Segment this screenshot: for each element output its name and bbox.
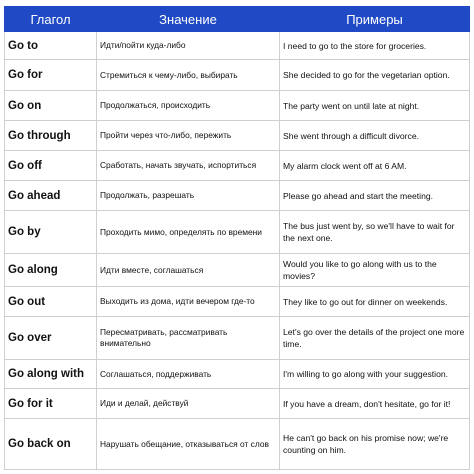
example-cell: She decided to go for the vegetarian option. [280, 60, 470, 91]
table-row [5, 389, 470, 419]
table-row [5, 121, 470, 151]
verb-cell: Go along [5, 254, 97, 287]
example-cell: My alarm clock went off at 6 AM. [280, 151, 470, 181]
verb-cell: Go through [5, 121, 97, 151]
meaning-cell: Сработать, начать звучать, испортиться [97, 151, 280, 181]
meaning-cell: Выходить из дома, идти вечером где-то [97, 287, 280, 317]
meaning-cell: Соглашаться, поддерживать [97, 360, 280, 389]
verb-cell: Go for [5, 60, 97, 91]
example-cell: She went through a difficult divorce. [280, 121, 470, 151]
table-row [5, 32, 470, 60]
example-cell: He can't go back on his promise now; we're counting on him. [280, 419, 470, 470]
verb-cell: Go by [5, 211, 97, 254]
verb-cell: Go back on [5, 419, 97, 470]
column-header-examples: Примеры [280, 7, 470, 32]
verb-cell: Go on [5, 91, 97, 121]
meaning-cell: Пересматривать, рассматривать внимательно [97, 317, 280, 360]
verb-cell: Go off [5, 151, 97, 181]
table-row [5, 211, 470, 254]
table-row [5, 287, 470, 317]
meaning-cell: Продолжаться, происходить [97, 91, 280, 121]
column-header-verb: Глагол [5, 7, 97, 32]
table-row [5, 360, 470, 389]
example-cell: They like to go out for dinner on weekends. [280, 287, 470, 317]
table-row [5, 317, 470, 360]
table-row [5, 151, 470, 181]
meaning-cell: Проходить мимо, определять по времени [97, 211, 280, 254]
table-row [5, 91, 470, 121]
example-cell: The bus just went by, so we'll have to wait for the next one. [280, 211, 470, 254]
verb-cell: Go along with [5, 360, 97, 389]
verb-cell: Go to [5, 32, 97, 60]
meaning-cell: Стремиться к чему-либо, выбирать [97, 60, 280, 91]
verb-cell: Go ahead [5, 181, 97, 211]
phrasal-verbs-table [4, 6, 470, 470]
table-row [5, 254, 470, 287]
verb-cell: Go out [5, 287, 97, 317]
meaning-cell: Иди и делай, действуй [97, 389, 280, 419]
example-cell: I'm willing to go along with your suggestion. [280, 360, 470, 389]
verb-cell: Go over [5, 317, 97, 360]
example-cell: Please go ahead and start the meeting. [280, 181, 470, 211]
meaning-cell: Нарушать обещание, отказываться от слов [97, 419, 280, 470]
table-row [5, 60, 470, 91]
phrasal-verbs-table-container [4, 6, 469, 468]
example-cell: Let's go over the details of the project one more time. [280, 317, 470, 360]
table-header-row [5, 7, 470, 32]
example-cell: Would you like to go along with us to the movies? [280, 254, 470, 287]
column-header-meaning: Значение [97, 7, 280, 32]
table-row [5, 181, 470, 211]
table-row [5, 419, 470, 470]
verb-cell: Go for it [5, 389, 97, 419]
example-cell: If you have a dream, don't hesitate, go for it! [280, 389, 470, 419]
example-cell: The party went on until late at night. [280, 91, 470, 121]
meaning-cell: Идти вместе, соглашаться [97, 254, 280, 287]
meaning-cell: Пройти через что-либо, пережить [97, 121, 280, 151]
meaning-cell: Продолжать, разрешать [97, 181, 280, 211]
meaning-cell: Идти/пойти куда-либо [97, 32, 280, 60]
example-cell: I need to go to the store for groceries. [280, 32, 470, 60]
